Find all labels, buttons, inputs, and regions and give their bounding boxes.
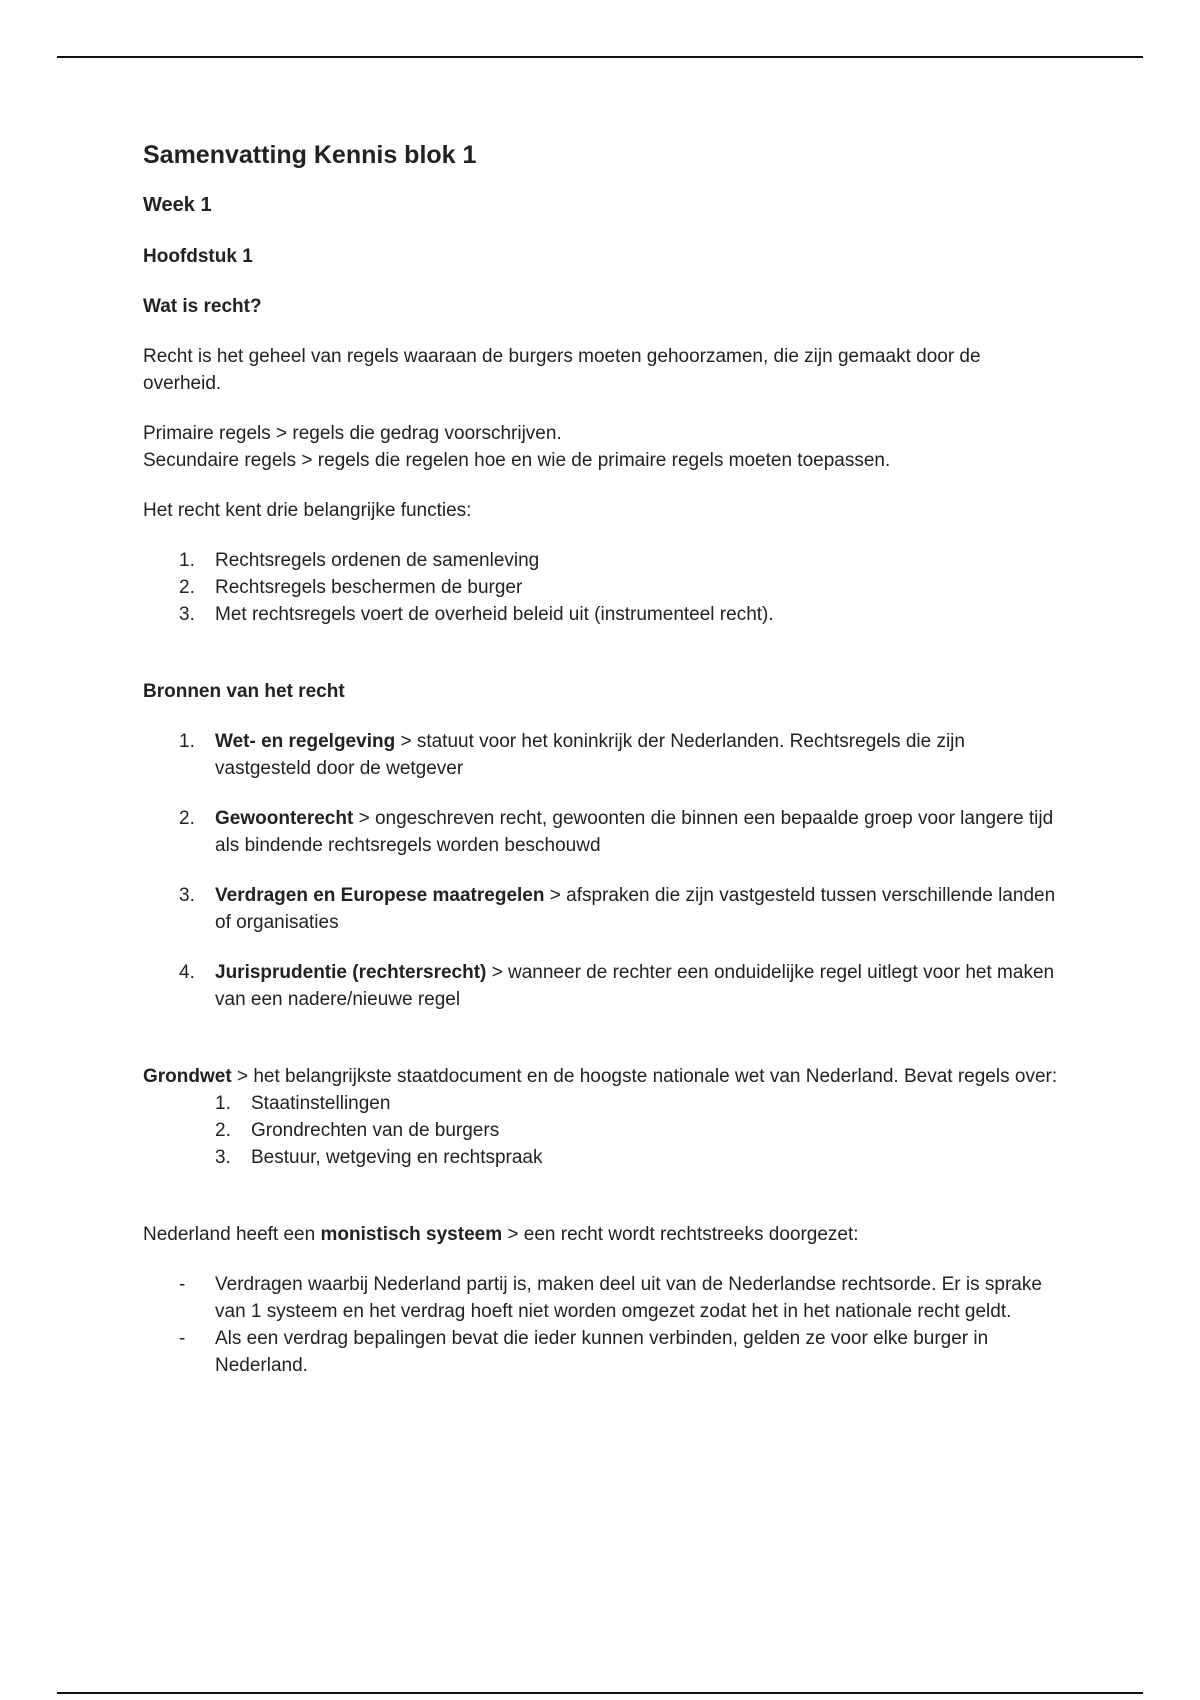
- chapter-heading: Hoofdstuk 1: [143, 246, 253, 267]
- list-item: 3. Met rechtsregels voert de overheid beleid uit (instrumenteel recht).: [179, 604, 774, 625]
- list-item: 2. Rechtsregels beschermen de burger: [179, 577, 523, 598]
- list-item: 1. Staatinstellingen: [215, 1093, 391, 1114]
- functions-intro: Het recht kent drie belangrijke functies:: [143, 500, 472, 521]
- header-rule: [57, 56, 1143, 58]
- section-heading-wat-is-recht: Wat is recht?: [143, 296, 262, 317]
- list-item: 1. Rechtsregels ordenen de samenleving: [179, 550, 540, 571]
- definition-paragraph: Recht is het geheel van regels waaraan de burgers moeten gehoorzamen, die zijn gemaakt door de overheid.: [143, 346, 981, 394]
- grondwet-list: [143, 1090, 1058, 1171]
- list-item: 1. Wet- en regelgeving > statuut voor het koninkrijk der Nederlanden. Rechtsregels die zijn vastgesteld door de wetgever: [179, 731, 965, 779]
- list-item: - Verdragen waarbij Nederland partij is, maken deel uit van de Nederlandse rechtsorde. Er is sprake van 1 systeem en het verdrag hoeft niet worden omgezet zodat het in het nationale recht geldt.: [179, 1274, 1042, 1322]
- sources-list: [143, 728, 1058, 1013]
- secondary-rules-line: Secundaire regels > regels die regelen hoe en wie de primaire regels moeten toepassen.: [143, 450, 891, 471]
- monism-bullets: [143, 1271, 1058, 1379]
- grondwet-paragraph: Grondwet > het belangrijkste staatdocument en de hoogste nationale wet van Nederland. Bevat regels over:: [143, 1066, 1058, 1087]
- document-body: [143, 138, 1058, 1379]
- section-heading-bronnen: Bronnen van het recht: [143, 681, 345, 702]
- primary-rules-line: Primaire regels > regels die gedrag voorschrijven.: [143, 423, 562, 444]
- list-item: 3. Verdragen en Europese maatregelen > afspraken die zijn vastgesteld tussen verschillende landen of organisaties: [179, 885, 1056, 933]
- list-item: - Als een verdrag bepalingen bevat die ieder kunnen verbinden, gelden ze voor elke burger in Nederland.: [179, 1328, 989, 1376]
- document-title: Samenvatting Kennis blok 1: [143, 141, 477, 169]
- list-item: 3. Bestuur, wetgeving en rechtspraak: [215, 1147, 543, 1168]
- list-item: 2. Grondrechten van de burgers: [215, 1120, 500, 1141]
- functions-list: [143, 547, 1058, 628]
- monism-paragraph: Nederland heeft een monistisch systeem > een recht wordt rechtstreeks doorgezet:: [143, 1224, 859, 1245]
- week-heading: Week 1: [143, 194, 212, 216]
- list-item: 2. Gewoonterecht > ongeschreven recht, gewoonten die binnen een bepaalde groep voor langere tijd als bindende rechtsregels worden beschouwd: [179, 808, 1054, 856]
- footer-rule: [57, 1692, 1143, 1694]
- list-item: 4. Jurisprudentie (rechtersrecht) > wanneer de rechter een onduidelijke regel uitlegt voor het maken van een nadere/nieuwe regel: [179, 962, 1055, 1010]
